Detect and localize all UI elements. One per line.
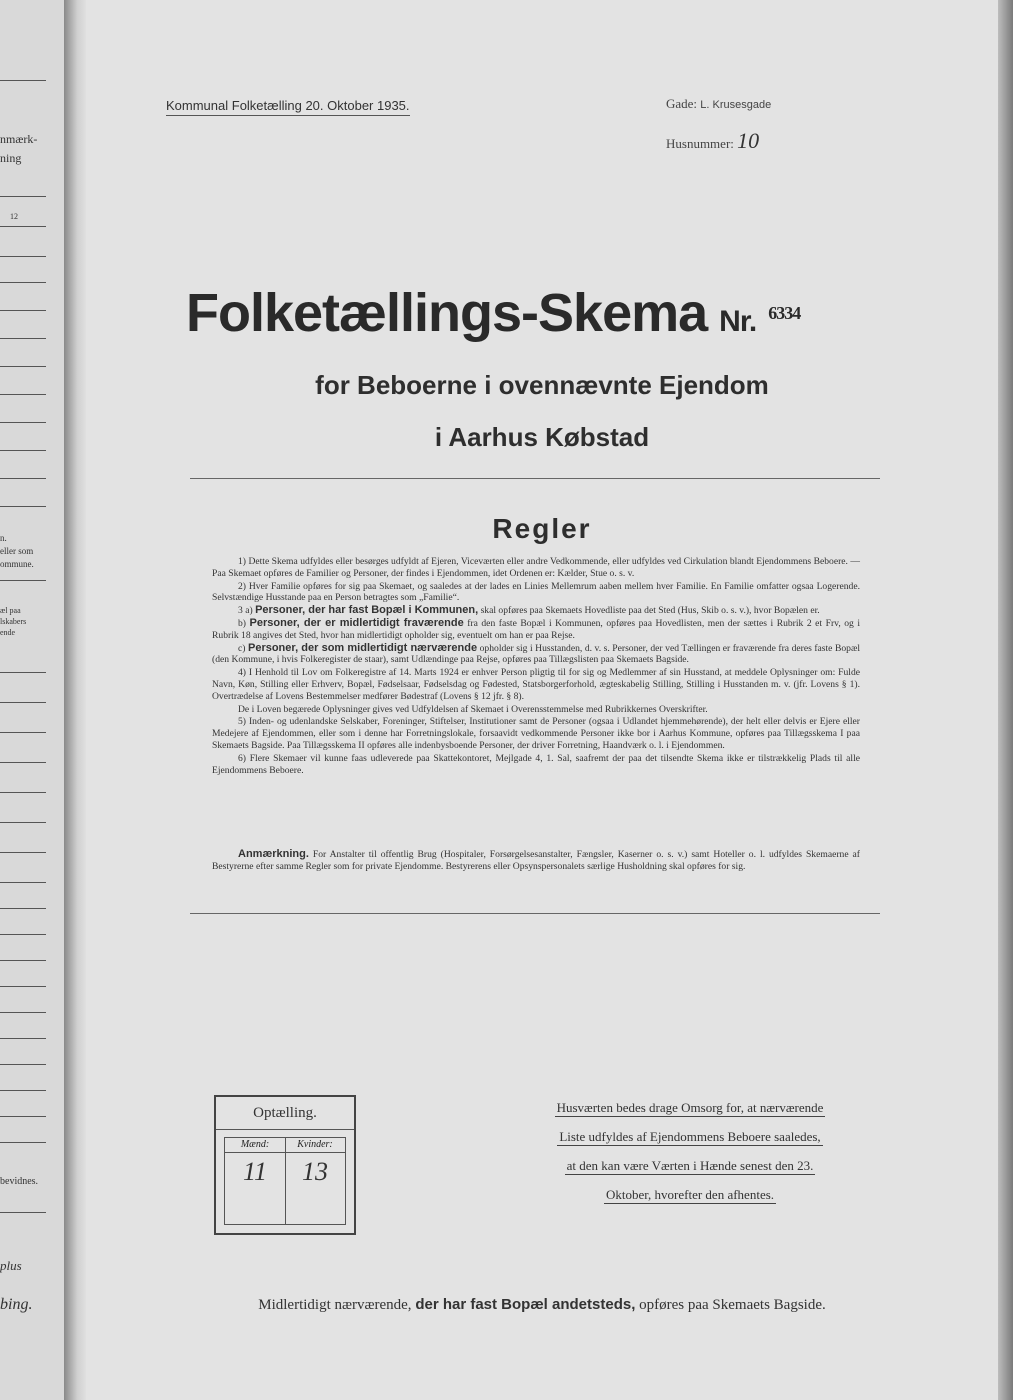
- left-rule: [0, 1116, 46, 1117]
- notice-line: Oktober, hvorefter den afhentes.: [605, 1187, 775, 1202]
- rule-3c: [212, 643, 860, 667]
- left-rule: [0, 80, 46, 81]
- notice-line: at den kan være Værten i Hænde senest den 23.: [566, 1158, 814, 1173]
- notice-line: Liste udfyldes af Ejendommens Beboere saaledes,: [559, 1129, 821, 1144]
- left-fragment: eller som: [0, 546, 34, 556]
- notice-line: Husværten bedes drage Omsorg for, at nærværende: [556, 1100, 824, 1115]
- left-rule: [0, 672, 46, 673]
- left-rule: [0, 422, 46, 423]
- rule-3c-prefix: c): [238, 642, 246, 654]
- left-fragment: ning: [0, 151, 22, 165]
- left-rule: [0, 762, 46, 763]
- left-rule: [0, 1038, 46, 1039]
- left-fragment: æl paa: [0, 606, 21, 615]
- divider: [190, 478, 880, 479]
- left-rule: [0, 1012, 46, 1013]
- left-rule: [0, 196, 46, 197]
- remark: [212, 848, 860, 873]
- census-header: Kommunal Folketælling 20. Oktober 1935.: [166, 98, 410, 116]
- left-page-strip: [0, 0, 66, 1400]
- left-rule: [0, 580, 46, 581]
- count-box: [214, 1095, 356, 1235]
- rule-2: 2) Hver Familie opføres for sig paa Skemaet, og saaledes at der lades en Linies Mellemrum aaben mellem hver Familie. En Familie omfatter ogsaa Logerende. Selvstændige Husstande paa en Person betragtes som „Familie“.: [212, 580, 860, 604]
- count-box-title: Optælling.: [216, 1097, 354, 1130]
- left-fragment: ommune.: [0, 559, 34, 569]
- count-box-grid: [224, 1137, 346, 1225]
- rule-3b-emphasis: Personer, der er midlertidigt fraværende: [249, 616, 464, 629]
- left-fragment: nmærk-: [0, 132, 38, 146]
- women-count: 13: [302, 1157, 328, 1186]
- rule-3c-text: opholder sig i Husstanden, d. v. s. Personer, der ved Tællingen er fraværende fra deres faste Bopæl (den Kommune, i hvis Folkeregister de staar), samt Udlændinge paa Rejse, opføres paa Tillægslisten paa Skemaets Bagside.: [212, 642, 861, 666]
- footer-post: opføres paa Skemaets Bagside.: [639, 1297, 826, 1313]
- street-field: [666, 96, 771, 112]
- left-rule: [0, 282, 46, 283]
- rule-3a-emphasis: Personer, der har fast Bopæl i Kommunen,: [255, 604, 479, 617]
- left-rule: [0, 1212, 46, 1213]
- left-fragment: n.: [0, 533, 7, 543]
- left-rule: [0, 226, 46, 227]
- left-rule: [0, 882, 46, 883]
- form-number-value: 6334: [768, 303, 801, 323]
- women-column: [285, 1138, 345, 1224]
- women-label: Kvinder:: [285, 1138, 345, 1153]
- rules-heading: Regler: [492, 513, 592, 544]
- rule-3b-text: fra den faste Bopæl i Kommunen, opføres paa Hovedlisten, men der sættes i Rubrik 2 et Frv, og i Rubrik 18 angives det Sted, hvor han midlertidigt opholder sig, eventuelt om han er paa Rejse.: [212, 617, 861, 641]
- rule-1: 1) Dette Skema udfyldes eller besørges udfyldt af Ejeren, Viceværten eller andre Vedkommende, eller udfyldes ved Cirkulation blandt Ejendommens Beboere. — Paa Skemaet opføres de Familier og Personer, der findes i Ejendommen, idet Ordenen er: Kælder, Stue o. s. v.: [212, 556, 860, 579]
- men-column: [225, 1138, 286, 1224]
- rules-text: [212, 556, 860, 777]
- divider: [190, 913, 880, 914]
- left-rule: [0, 506, 46, 507]
- left-rule: [0, 852, 46, 853]
- rule-3b: [212, 618, 860, 642]
- left-fragment: plus: [0, 1258, 22, 1273]
- left-fragment: 12: [10, 212, 18, 221]
- left-rule: [0, 256, 46, 257]
- landlord-notice: [520, 1100, 860, 1216]
- left-rule: [0, 338, 46, 339]
- rule-3a-prefix: 3 a): [238, 605, 253, 617]
- rule-4: 4) I Henhold til Lov om Folkeregistre af 14. Marts 1924 er enhver Person pligtig til for sig og Medlemmer af sin Husstand, at meddele Oplysninger om: Fulde Navn, Køn, Stilling eller Erhverv, Bopæl, Fødselsaar, Fødselsdag og Fødested, Statsborgerforhold, ægteskabelig Stilling, Stilling i Husstanden m. v. (jfr. Lovens § 1). Overtrædelse af Lovens Bestemmelser medfører Bødestraf (Lovens § 12 jfr. § 8).: [212, 667, 860, 702]
- form-subtitle: for Beboerne i ovennævnte Ejendom: [315, 370, 769, 400]
- left-rule: [0, 366, 46, 367]
- left-rule: [0, 394, 46, 395]
- left-rule: [0, 908, 46, 909]
- house-number-label: Husnummer:: [666, 136, 734, 151]
- left-rule: [0, 732, 46, 733]
- left-fragment: bing.: [0, 1296, 33, 1313]
- men-count: 11: [242, 1157, 268, 1186]
- form-title: [186, 282, 886, 344]
- remark-label: Anmærkning.: [238, 848, 309, 860]
- footer-note: [86, 1296, 998, 1314]
- street-value: L. Krusesgade: [700, 99, 772, 111]
- footer-pre: Midlertidigt nærværende,: [258, 1297, 412, 1313]
- house-number-value: 10: [737, 128, 760, 153]
- page-edge: [998, 0, 1013, 1400]
- rule-6: 6) Flere Skemaer vil kunne faas udleverede paa Skattekontoret, Mejlgade 4, 1. Sal, saafremt der paa det tilsendte Skema ikke er tilstrækkelig Plads til alle Ejendommens Beboere.: [212, 752, 860, 776]
- book-gutter: [64, 0, 86, 1400]
- rule-3c-emphasis: Personer, der som midlertidigt nærværende: [247, 641, 478, 654]
- left-rule: [0, 934, 46, 935]
- left-fragment: ende: [0, 628, 16, 637]
- footer-emphasis: der har fast Bopæl andetsteds,: [415, 1296, 636, 1313]
- street-label: Gade:: [666, 96, 698, 111]
- form-number-label: Nr.: [719, 305, 757, 338]
- men-label: Mænd:: [225, 1138, 285, 1153]
- form-title-main: Folketællings-Skema: [186, 283, 708, 343]
- left-rule: [0, 478, 46, 479]
- census-form-page: [86, 0, 998, 1400]
- left-rule: [0, 1090, 46, 1091]
- house-number-field: [666, 128, 759, 154]
- remark-text: For Anstalter til offentlig Brug (Hospitaler, Forsørgelsesanstalter, Fængsler, Kaserner o. s. v.) samt Hoteller o. l. udfyldes Skemaerne af Bestyrerne efter samme Regler som for private Ejendomme. Bestyrerens eller Opsynspersonalets særlige Husholdning skal opføres for sig.: [212, 849, 860, 872]
- left-rule: [0, 792, 46, 793]
- left-rule: [0, 1142, 46, 1143]
- left-rule: [0, 1064, 46, 1065]
- left-rule: [0, 960, 46, 961]
- left-fragment: lskabers: [0, 617, 27, 626]
- left-rule: [0, 822, 46, 823]
- left-rule: [0, 450, 46, 451]
- rule-3a-text: skal opføres paa Skemaets Hovedliste paa det Sted (Hus, Skib o. s. v.), hvor Bopælen er.: [480, 605, 820, 617]
- form-city: i Aarhus Købstad: [434, 422, 650, 452]
- rule-5: 5) Inden- og udenlandske Selskaber, Foreninger, Stiftelser, Institutioner samt de Personer (ogsaa i Udlandet hjemmehørende), der helt eller delvis er Ejere eller Medejere af Ejendommen, eller som i denne har Forretningslokale, forsaavidt vedkommende Personer ikke bor i Aarhus Kommune, opføres paa Tillægsskema I paa Skemaets Bagside. Paa Tillægsskema II opføres alle indenbysboende Personer, der driver Forretning, Haandværk o. l. i Ejendommen.: [212, 716, 860, 751]
- left-rule: [0, 986, 46, 987]
- left-rule: [0, 702, 46, 703]
- rule-4b: De i Loven begærede Oplysninger gives ved Udfyldelsen af Skemaet i Overensstemmelse med Rubrikkernes Overskrifter.: [238, 703, 708, 715]
- left-fragment: bevidnes.: [0, 1176, 39, 1187]
- left-rule: [0, 310, 46, 311]
- rule-3a: [212, 605, 860, 617]
- rule-3b-prefix: b): [238, 617, 246, 629]
